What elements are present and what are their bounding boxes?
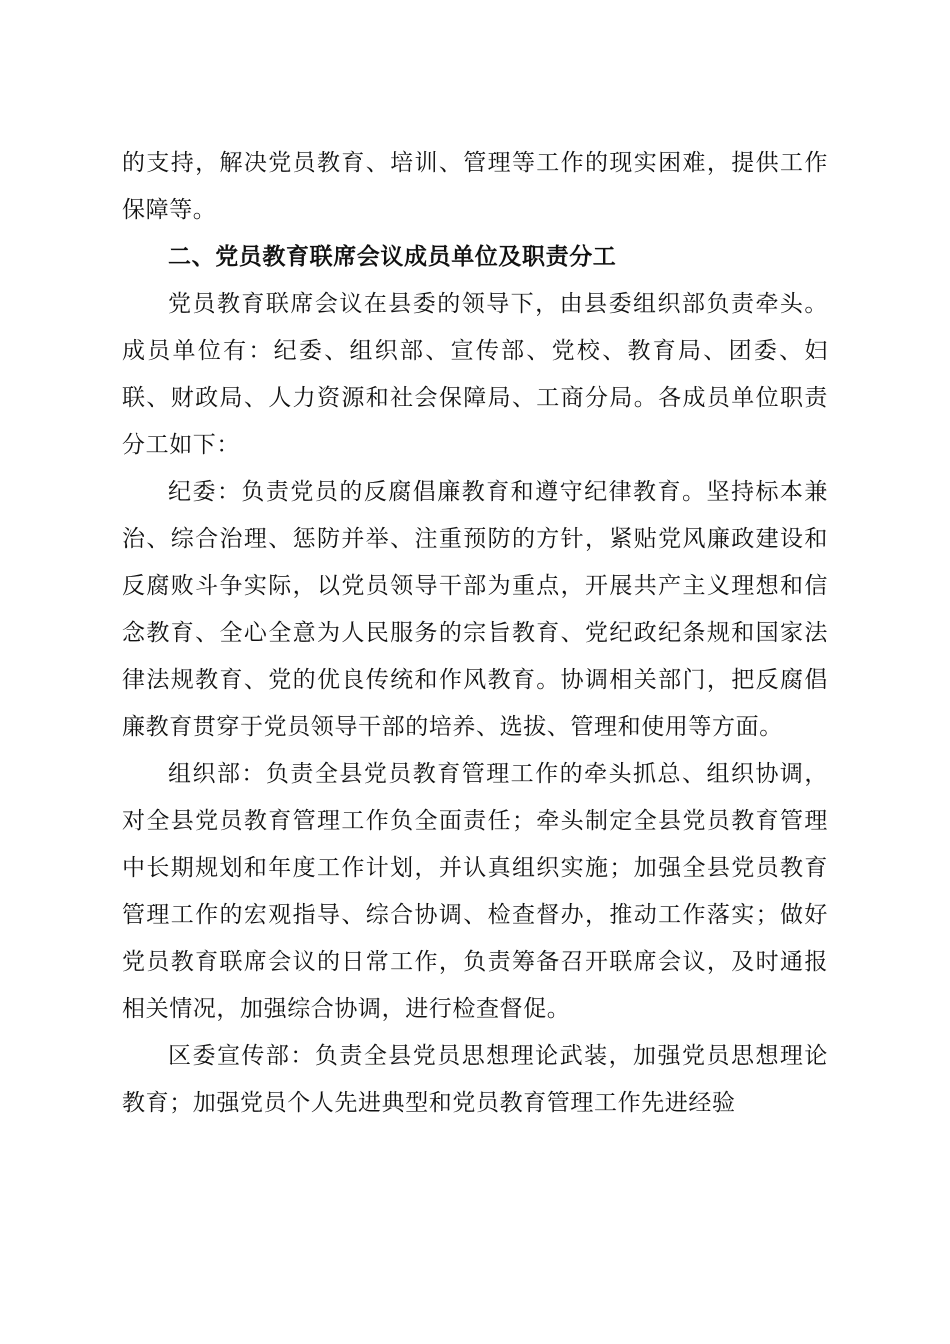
paragraph-continued: 的支持，解决党员教育、培训、管理等工作的现实困难，提供工作保障等。 [122,150,828,223]
paragraph-organization-department: 组织部：负责全县党员教育管理工作的牵头抓总、组织协调，对全县党员教育管理工作负全面责任；牵头制定全县党员教育管理中长期规划和年度工作计划，并认真组织实施；加强全县党员教育管理工作的宏观指导、综合协调、检查督办，推动工作落实；做好党员教育联席会议的日常工作，负责筹备召开联席会议，及时通报相关情况，加强综合协调，进行检查督促。 [122,761,828,1022]
paragraph-members: 党员教育联席会议在县委的领导下，由县委组织部负责牵头。成员单位有：纪委、组织部、宣传部、党校、教育局、团委、妇联、财政局、人力资源和社会保障局、工商分局。各成员单位职责分工如下： [122,291,828,458]
document-body [122,140,828,1127]
paragraph-discipline-commission: 纪委：负责党员的反腐倡廉教育和遵守纪律教育。坚持标本兼治、综合治理、惩防并举、注重预防的方针，紧贴党风廉政建设和反腐败斗争实际，以党员领导干部为重点，开展共产主义理想和信念教育、全心全意为人民服务的宗旨教育、党纪政纪条规和国家法律法规教育、党的优良传统和作风教育。协调相关部门，把反腐倡廉教育贯穿于党员领导干部的培养、选拔、管理和使用等方面。 [122,479,828,740]
section-heading: 二、党员教育联席会议成员单位及职责分工 [168,244,617,270]
paragraph-publicity-department: 区委宣传部：负责全县党员思想理论武装，加强党员思想理论教育；加强党员个人先进典型和党员教育管理工作先进经验 [122,1043,828,1116]
